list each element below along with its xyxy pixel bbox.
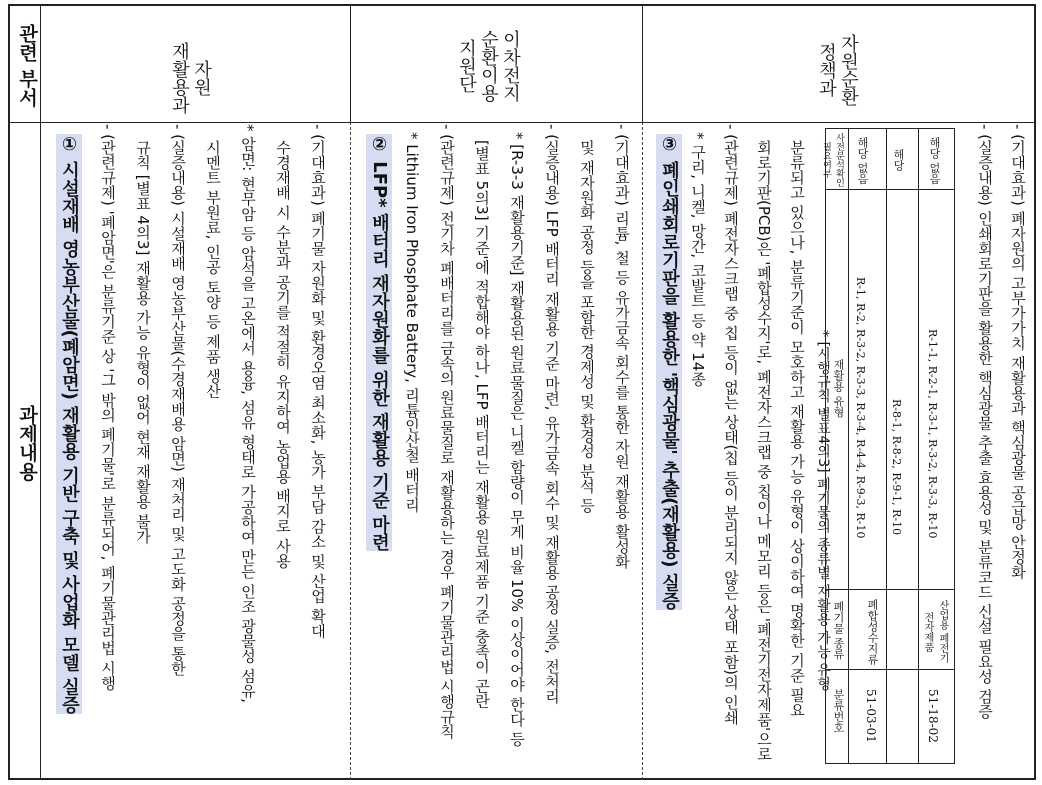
section2-line1: * Lithium Iron Phosphate Battery, 리튬인산철 배터리 bbox=[403, 132, 421, 513]
section-divider-2 bbox=[642, 122, 643, 780]
table-header-types: 재활용 유형 bbox=[832, 359, 845, 418]
section1-line6: 수경재배 시 수분과 공기를 적절히 유지하여 농업용 배지로 사용 bbox=[274, 140, 292, 569]
dept-3 bbox=[815, 34, 859, 106]
table-header-check: 사전분석확인 필요여부 bbox=[821, 133, 844, 187]
section-divider-1 bbox=[350, 122, 351, 780]
table-row1-types: R-1, R-2, R-3-2, R-3-3, R-3-4, R-4-4, R-9-3, R-10 bbox=[854, 277, 867, 539]
table-row3-types: R-1-1, R-2-1, R-3-1, R-3-2, R-3-3, R-10 bbox=[926, 329, 939, 539]
content-header: 과제내용 bbox=[16, 405, 38, 481]
section1-line7: - (기대효과) 폐기물 자원화 및 환경오염 최소화, 농가 부담 감소 및 산업 확대 bbox=[309, 124, 327, 639]
section1-line5: * 암면: 현무암 등 암석을 고온에서 용융, 섬유 형태로 가공하여 만든 인조 광물성 섬유, bbox=[239, 124, 257, 704]
section3-line7: - (기대효과) 폐자원의 고부가가치 재활용과 핵심광물 공급망 안정화 bbox=[1009, 124, 1027, 580]
table-row3-code: 51-18-02 bbox=[926, 689, 940, 743]
table-header-code: 분류번호 bbox=[832, 689, 845, 733]
section1-line4: 시멘트 부원료, 인공 토양 등 제품 생산 bbox=[204, 140, 222, 399]
section3-title: ③ 폐인쇄회로기판을 활용한 '핵심광물' 추출(재활용) 실증 bbox=[656, 134, 682, 610]
dept-2-line2: 순환이용 bbox=[478, 30, 499, 102]
section2-line7: - (기대효과) 리튬, 철 등 유가금속 회수를 통한 자원 재활용 활성화 bbox=[613, 124, 631, 569]
dept-3-line1: 자원순환 bbox=[838, 34, 859, 106]
dept-3-line2: 정책과 bbox=[816, 43, 837, 97]
table-header-kind: 폐기물 종류 bbox=[832, 601, 845, 660]
section2-line4: * [R-3-3 재활용기준] 재활용된 원료물질은 니켈 함량이 무게 비율 10% 이상이어야 한다 등 bbox=[508, 132, 526, 747]
dept-header: 관련 부서 bbox=[16, 24, 38, 107]
dept-2-line3: 지원단 bbox=[456, 39, 477, 93]
header-divider bbox=[10, 122, 1034, 123]
dept-divider-1 bbox=[350, 6, 351, 122]
section2-title: ② LFP* 배터리 재자원화를 위한 재활용 기준 마련 bbox=[366, 134, 392, 551]
table-row3-kind: 산업용 폐전기 전자제품 bbox=[922, 600, 948, 664]
table-row1-code: 51-03-01 bbox=[864, 689, 878, 743]
dept-1-line2: 재활용과 bbox=[169, 42, 190, 114]
table-row1-kind: 폐합성수지류 bbox=[866, 599, 879, 665]
table-row2-types: R-8-1, R-8-2, R-9-1, R-10 bbox=[890, 399, 903, 536]
section1-title: ① 시설재배 영농부산물(폐암면) 재활용 기반 구축 및 사업화 모델 실증 bbox=[56, 134, 82, 714]
dept-1-line1: 자원 bbox=[191, 60, 212, 96]
section3-line5: * [시행규칙 별표4의3] 폐기물의 종류별 재활용 가능 유형 bbox=[815, 330, 831, 691]
table-row3-check: 해당 없음 bbox=[928, 137, 941, 185]
section1-line3: - (실증내용) 시설재배 영농부산물(수경재배용 암면) 재처리 및 고도화 공정을 통한 bbox=[169, 124, 187, 676]
section1-line2: 규칙 [별표 4의3] 재활용 가능 유형이 없어 현재 재활용 불가 bbox=[134, 140, 152, 544]
section1-line1: - (관련규제) '폐암면'은 분류기준 상 '그 밖의 폐기물'로 분류되어, 폐기물관리법 시행 bbox=[99, 124, 117, 691]
section3-line4: 분류되고 있으나, 분류기준이 모호하고 재활용 가능 유형이 상이하여 명확한 기준 필요 bbox=[788, 140, 806, 718]
header-column-divider bbox=[40, 6, 41, 780]
section3-line1: * 구리, 니켈, 망간, 코발트 등 약 14종 bbox=[689, 132, 707, 387]
table-row1-check: 해당 없음 bbox=[856, 137, 869, 185]
dept-2-line1: 이차전지 bbox=[500, 30, 521, 102]
section3-line6: - (실증내용) 인쇄회로기판을 활용한 핵심광물 추출 효용성 및 분류코드 신설 필요성 검증 bbox=[976, 124, 994, 719]
table-row2-check: 해당 bbox=[892, 149, 905, 171]
section3-line2: - (관련규제) 폐전자스크랩 중 칩 등이 없는 상태(칩 등이 분리되지 않은 상태 포함)의 인쇄 bbox=[722, 124, 740, 725]
section3-line3: 회로기판(PCB)은 '폐합성수지'로, 폐전자스크랩 중 칩이나 메모리 등은 '폐전기전자제품'으로 bbox=[755, 140, 773, 762]
section2-line3: [별표 5의3] 기준'에 적합해야 하나, LFP 배터리는 재활용 원료제품 기준 충족이 곤란 bbox=[473, 140, 491, 709]
section2-line6: 및 재자원화 공정 등을 포함한 경제성 및 환경성 분석 등 bbox=[578, 140, 596, 513]
dept-2 bbox=[455, 30, 521, 102]
section2-line5: - (실증내용) LFP 배터리 재활용 기준 마련, 유가금속 회수 및 재활용 공정 실증, 전처리 bbox=[543, 124, 561, 704]
dept-divider-2 bbox=[642, 6, 643, 122]
dept-1 bbox=[168, 42, 212, 114]
section2-line2: - (관련규제) 전기차 폐배터리를 금속의 원료물질로 재활용하는 경우 폐기물관리법 시행규칙 bbox=[438, 124, 456, 740]
